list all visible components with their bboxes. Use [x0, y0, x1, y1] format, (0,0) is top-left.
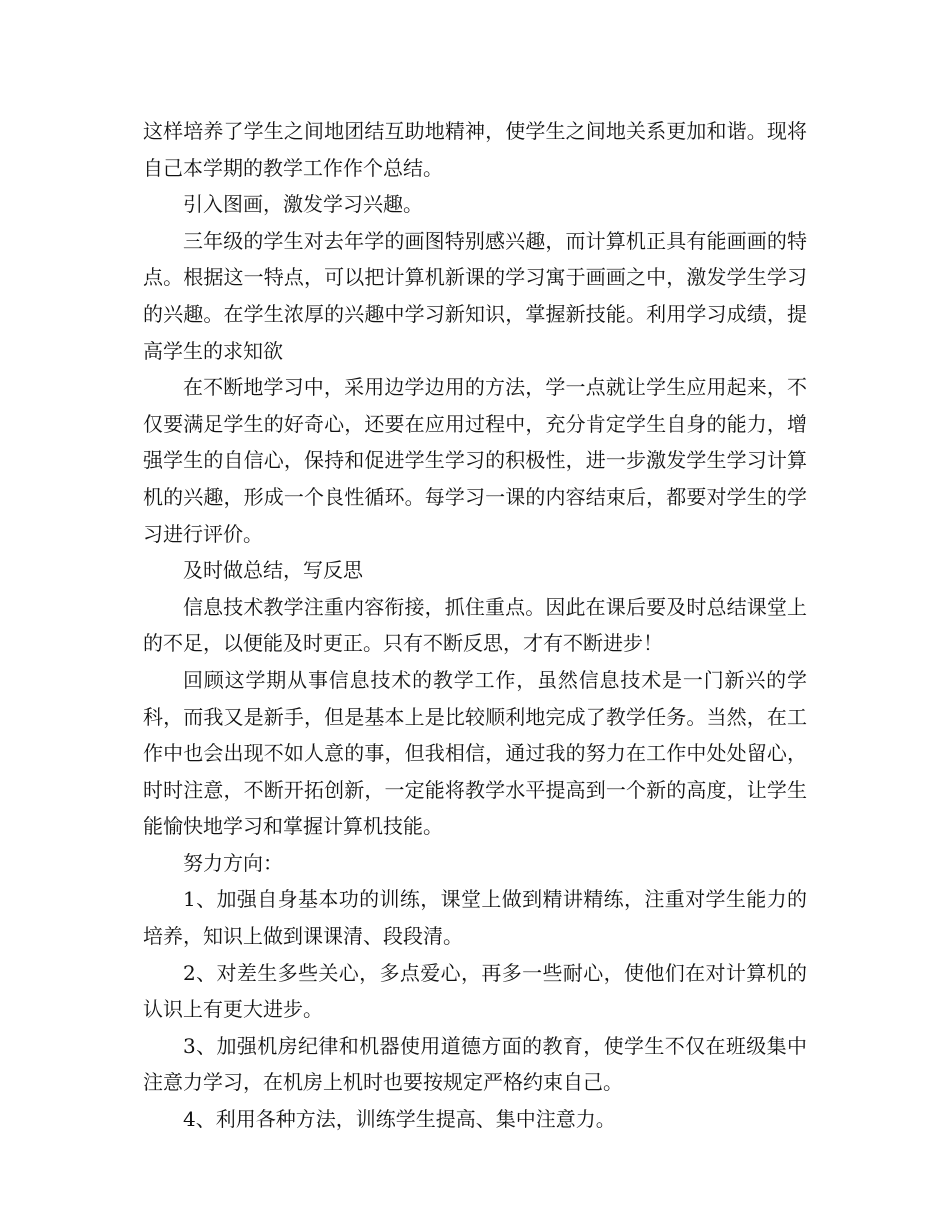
- paragraph-2: 引入图画，激发学习兴趣。: [183, 192, 423, 217]
- paragraph-6: 信息技术教学注重内容衔接，抓住重点。因此在课后要及时总结课堂上的不足，以便能及时更正。只有不断反思，才有不断进步！: [143, 594, 807, 656]
- paragraph-3: 三年级的学生对去年学的画图特别感兴趣，而计算机正具有能画画的特点。根据这一特点，可以把计算机新课的学习寓于画画之中，激发学生学习的兴趣。在学生浓厚的兴趣中学习新知识，掌握新技能。利用学习成绩，提高学生的求知欲: [143, 228, 807, 363]
- paragraph-5: 及时做总结，写反思: [183, 558, 363, 583]
- paragraph-4: 在不断地学习中，采用边学边用的方法，学一点就让学生应用起来，不仅要满足学生的好奇心，还要在应用过程中，充分肯定学生自身的能力，增强学生的自信心，保持和促进学生学习的积极性，进一步激发学生学习计算机的兴趣，形成一个良性循环。每学习一课的内容结束后，都要对学生的学习进行评价。: [143, 375, 807, 546]
- paragraph-1: 这样培养了学生之间地团结互助地精神，使学生之间地关系更加和谐。现将自己本学期的教学工作作个总结。: [143, 119, 807, 180]
- document-body: [143, 113, 807, 1138]
- paragraph-12: 4、利用各种方法，训练学生提高、集中注意力。: [183, 1107, 616, 1132]
- paragraph-8: 努力方向：: [183, 850, 283, 875]
- paragraph-7: 回顾这学期从事信息技术的教学工作，虽然信息技术是一门新兴的学科，而我又是新手，但是基本上是比较顺利地完成了教学任务。当然，在工作中也会出现不如人意的事，但我相信，通过我的努力在工作中处处留心，时时注意，不断开拓创新，一定能将教学水平提高到一个新的高度，让学生能愉快地学习和掌握计算机技能。: [143, 667, 807, 839]
- paragraph-10: 2、对差生多些关心，多点爱心，再多一些耐心，使他们在对计算机的认识上有更大进步。: [143, 960, 807, 1022]
- paragraph-11: 3、加强机房纪律和机器使用道德方面的教育，使学生不仅在班级集中注意力学习，在机房上机时也要按规定严格约束自己。: [143, 1033, 807, 1095]
- paragraph-9: 1、加强自身基本功的训练，课堂上做到精讲精练，注重对学生能力的培养，知识上做到课课清、段段清。: [143, 887, 807, 949]
